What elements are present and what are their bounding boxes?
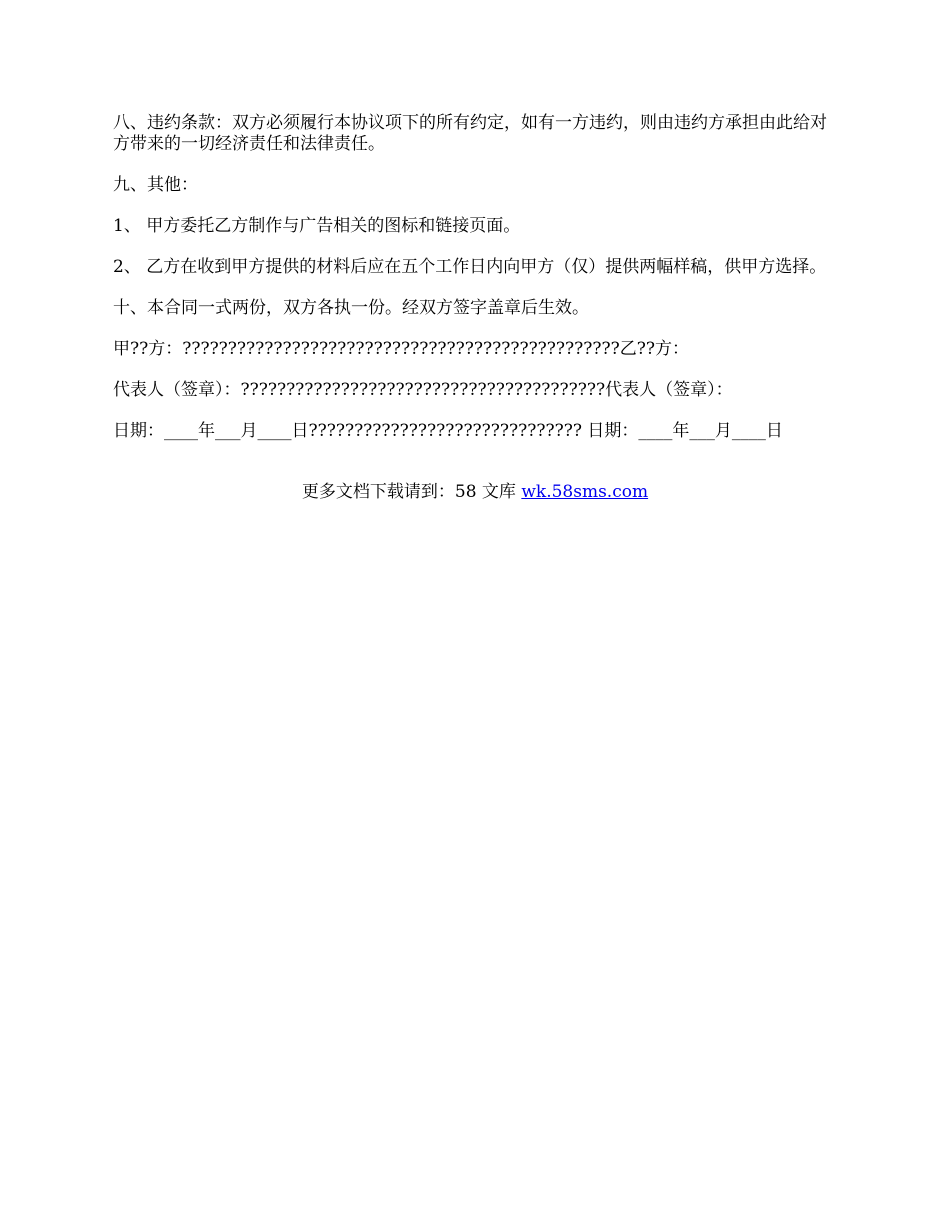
footer-text: 更多文档下载请到：58 文库	[301, 482, 522, 502]
clause-10: 十、本合同一式两份，双方各执一份。经双方签字盖章后生效。	[113, 298, 589, 318]
signature-dates-line: 日期：____年___月____日?????????????????????????????? 日期：____年___月____日	[113, 421, 783, 441]
signature-representatives-line: 代表人（签章）：????????????????????????????????????????代表人（签章）：	[113, 380, 733, 400]
contract-body	[113, 113, 841, 462]
clause-9-item-1: 1、 甲方委托乙方制作与广告相关的图标和链接页面。	[113, 216, 521, 236]
clause-8-breach: 八、违约条款：双方必须履行本协议项下的所有约定，如有一方违约，则由违约方承担由此给对方带来的一切经济责任和法律责任。	[113, 113, 827, 154]
clause-9-heading: 九、其他：	[113, 175, 198, 195]
footer-link[interactable]: wk.58sms.com	[521, 482, 649, 502]
signature-parties-line: 甲??方：????????????????????????????????????????????????乙??方：	[113, 339, 689, 359]
clause-9-item-2: 2、 乙方在收到甲方提供的材料后应在五个工作日内向甲方（仅）提供两幅样稿，供甲方选择。	[113, 257, 827, 277]
download-footer	[0, 482, 950, 503]
